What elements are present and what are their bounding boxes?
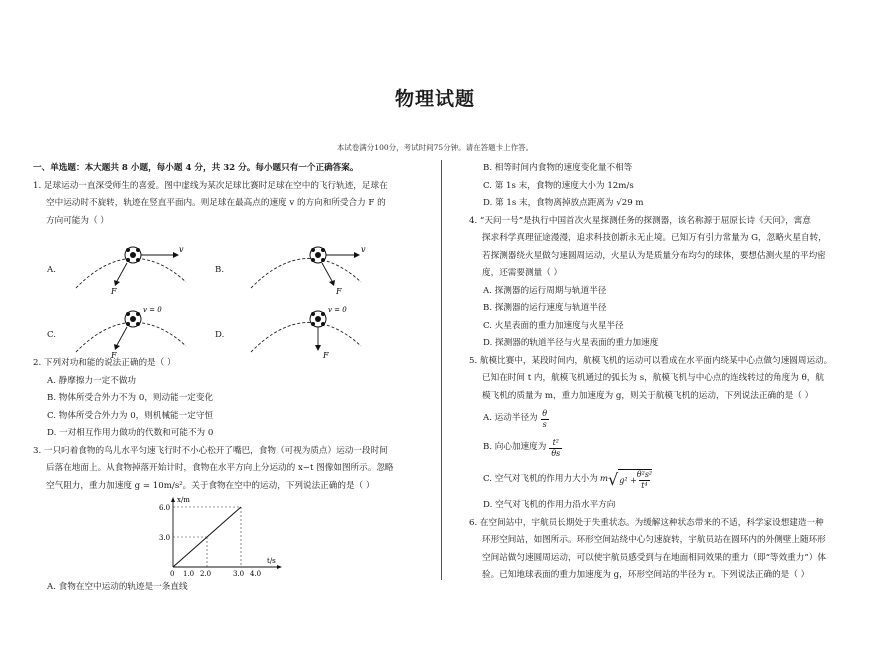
graph-ytick-6: 6.0 (159, 504, 171, 512)
q6-line4: 验。已知地球表面的重力加速度为 g，环形空间站的半径为 r。下列说法正确的是（ ） (482, 570, 810, 580)
q4-option-a: A. 探测器的运行周期与轨道半径 (483, 285, 607, 296)
graph-xtick-0: 0 (170, 570, 175, 577)
fraction-t2-over-theta-s: t² θs (551, 437, 561, 458)
q2-option-d: D. 一对相互作用力做功的代数和可能不为 0 (47, 428, 214, 438)
q5-line3: 模飞机的质量为 m，重力加速度为 g，则关于航模飞机的运动，下列说法正确的是（ ） (482, 390, 814, 401)
q3-option-d: D. 第 1s 末，食物离掉放点距离为 √29 m (483, 198, 644, 208)
q3-line2: 后落在地面上。从食物掉落开始计时，食物在水平方向上分运动的 x−t 图像如图所示。忽略 (46, 463, 394, 473)
q1-b-v-label: v (361, 245, 366, 254)
graph-ytick-3: 3.0 (159, 534, 171, 542)
q2-option-a: A. 静摩擦力一定不做功 (47, 375, 137, 386)
q5-option-c-text: C. 空气对飞机的作用力大小为 (483, 474, 598, 485)
graph-xtick-1: 1.0 (183, 570, 195, 577)
q1-d-v0-label: v = 0 (328, 306, 347, 314)
q5-option-c: C. 空气对飞机的作用力大小为 m √ g² + $\frac{\text{θ²s²}}{\text{t⁴}}$ (483, 470, 653, 490)
graph-xlabel: t/s (267, 557, 276, 565)
left-column (33, 160, 428, 597)
q1-option-a-label: A. (47, 265, 56, 275)
q4-option-c: C. 火星表面的重力加速度与火星半径 (483, 320, 624, 331)
q6-line3: 空间站做匀速圆周运动，可以使宇航员感受到与在地面相同效果的重力（即“等效重力”）体 (482, 552, 826, 563)
q1-b-F-label: F (336, 287, 342, 296)
q1-option-b-label: B. (215, 265, 225, 275)
section-heading: 一、单选题：本大题共 8 小题，每小题 4 分，共 32 分。每小题只有一个正确答案。 (33, 163, 359, 173)
graph-ylabel: x/m (177, 496, 190, 504)
q3-option-a: A. 食物在空中运动的轨迹是一条直线 (47, 582, 188, 592)
column-divider (441, 160, 442, 580)
q1-figure-b (246, 236, 396, 296)
q1-a-F-label: F (111, 287, 117, 296)
q3-line1: 3. 一只叼着食物的鸟儿水平匀速飞行时不小心松开了嘴巴，食物（可视为质点）运动一段时间 (33, 445, 388, 456)
q5-option-b (469, 433, 857, 463)
sqrt-expression: g² + $\frac{\text{θ²s²}}{\text{t⁴}}$ (619, 470, 653, 490)
q1-a-v-label: v (179, 245, 184, 254)
q4-line1: 4. “天问一号”是执行中国首次火星探测任务的探测器，该名称源于屈原长诗《天问》，寓意 (469, 215, 811, 226)
q4-line3: 若探测器绕火星做匀速圆周运动，火星认为是质量分布均匀的球体，要想估测火星的平均密 (482, 250, 826, 261)
q1-line3: 方向可能为（ ） (46, 215, 109, 226)
q5-line2: 已知在时间 t 内，航模飞机通过的弧长为 s，航模飞机与中心点的连线转过的角度为 θ，航 (482, 373, 824, 383)
q1-d-F-label: F (323, 351, 329, 360)
q3-option-b: B. 相等时间内食物的速度变化量不相等 (483, 163, 633, 173)
q5-option-a (469, 405, 857, 433)
fraction-theta-over-s: θ s (542, 408, 548, 429)
q2-stem: 2. 下列对功和能的说法正确的是（ ） (33, 358, 176, 368)
q6-line1: 6. 在空间站中，宇航员长期处于失重状态。为缓解这种状态带来的不适，科学家设想建造一种 (469, 517, 824, 528)
q4-option-d: D. 探测器的轨道半径与火星表面的重力加速度 (483, 338, 659, 348)
q3-option-c: C. 第 1s 末，食物的速度大小为 12m/s (483, 180, 634, 191)
q5-option-b-text: B. 向心加速度为 (483, 442, 547, 453)
q1-line2: 空中运动时不旋转，轨迹在竖直平面内。则足球在最高点的速度 v 的方向和所受合力 F 的 (46, 198, 386, 208)
q2-option-b: B. 物体所受合外力不为 0，则动能一定变化 (47, 393, 214, 403)
q2-option-c: C. 物体所受合外力为 0，则机械能一定守恒 (47, 410, 214, 421)
q1-figure-d (246, 300, 396, 360)
q1-option-c-label: C. (47, 330, 57, 340)
graph-xtick-2: 2.0 (200, 570, 212, 577)
q5-option-a-text: A. 运动半径为 (483, 413, 538, 424)
q4-line2: 探求科学真理征途漫漫，追求科技创新永无止境。已知万有引力常量为 G，忽略火星自转， (482, 233, 827, 243)
page-title: 物理试题 (394, 88, 475, 110)
q1-figure-c (71, 300, 221, 360)
q6-line2: 环形空间站，如图所示。环形空间站绕中心匀速旋转，宇航员站在圆环内的外侧壁上随环形 (482, 535, 826, 545)
right-column (469, 160, 857, 585)
q1-line1: 1. 足球运动一直深受师生的喜爱。图中虚线为某次足球比赛时足球在空中的飞行轨迹，足球在 (33, 180, 388, 191)
q4-option-b: B. 探测器的运行速度与轨道半径 (483, 303, 607, 313)
q5-line1: 5. 航模比赛中，某段时间内，航模飞机的运动可以看成在水平面内绕某中心点做匀速圆周运动。 (469, 355, 833, 366)
q3-line3: 空气阻力，重力加速度 g = 10m/s²。关于食物在空中的运动，下列说法正确的是（ ） (46, 480, 375, 491)
exam-note: 本试卷满分100分，考试时间75分钟。请在答题卡上作答。 (336, 143, 534, 152)
graph-xtick-3: 3.0 (233, 570, 245, 577)
q1-c-F-label: F (111, 351, 117, 360)
graph-xtick-4: 4.0 (250, 570, 262, 577)
q1-figures (33, 230, 428, 360)
q1-figure-a (71, 236, 221, 296)
q5-option-d: D. 空气对飞机的作用力沿水平方向 (483, 500, 616, 510)
q1-c-v0-label: v = 0 (143, 306, 162, 314)
q1-option-d-label: D. (215, 330, 225, 340)
q3-xt-graph (33, 495, 428, 579)
q4-line4: 度，还需要测量（ ） (482, 268, 563, 278)
